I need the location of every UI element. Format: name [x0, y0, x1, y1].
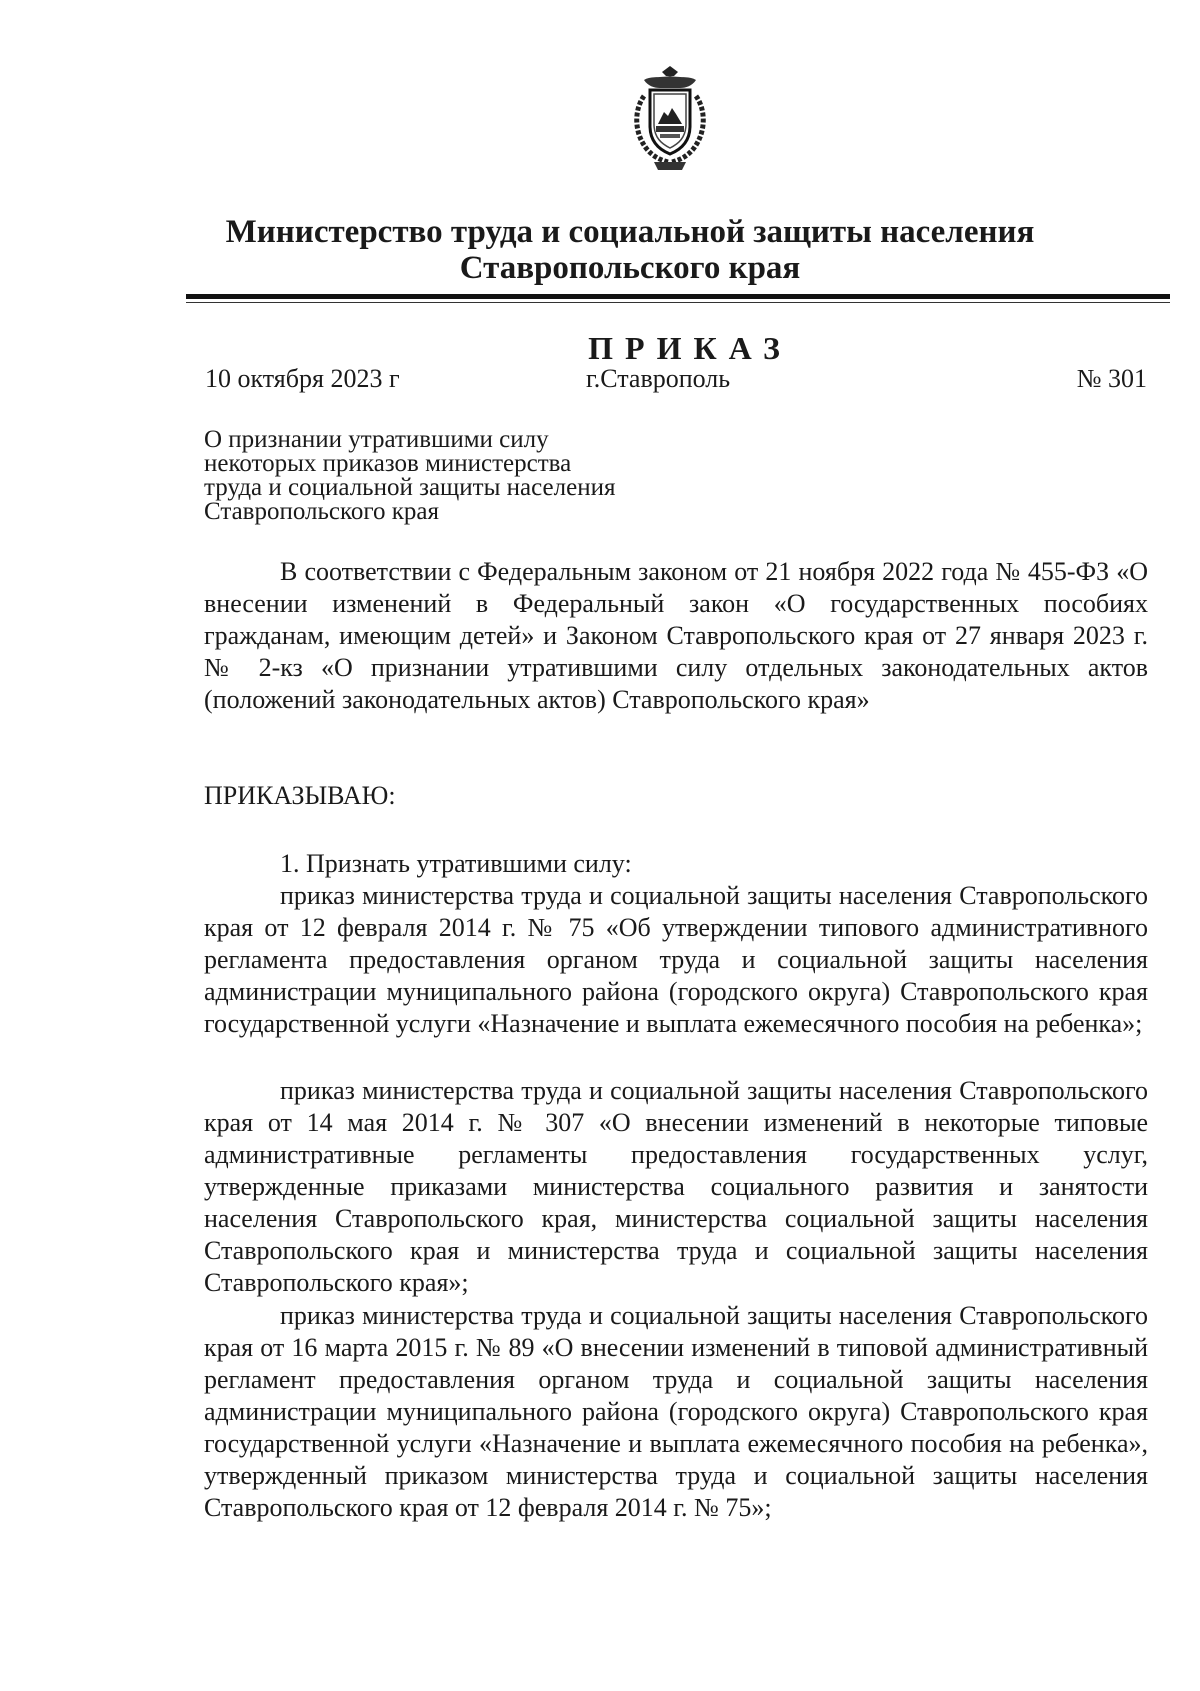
document-title: ПРИКАЗ: [588, 330, 792, 366]
preamble-paragraph: [204, 556, 1148, 716]
preamble-text: В соответствии с Федеральным законом от 21 ноября 2022 года № 455-ФЗ «О внесении изменений в Федеральный закон «О государственных пособиях гражданам, имеющим детей» и Законом Ставропольского края от 27 января 2023 г. № 2-кз «О признании утратившими силу отдельных законодательных актов (положений законодательных актов) Ставропольского края»: [204, 557, 1148, 714]
repealed-order-b: [204, 1075, 1148, 1299]
order-number: № 301: [1076, 364, 1147, 393]
subject-line: некоторых приказов министерства: [204, 450, 572, 477]
repealed-order-a: [204, 880, 1148, 1040]
header-divider-thin: [186, 302, 1170, 303]
organization-name-line1: Министерство труда и социальной защиты населения: [225, 214, 1035, 250]
subject-line: О признании утратившими силу: [204, 426, 549, 453]
command-word: ПРИКАЗЫВАЮ:: [204, 781, 396, 810]
organization-name-line2: Ставропольского края: [459, 250, 801, 286]
item-1-text: 1. Признать утратившими силу:: [280, 849, 632, 878]
order-city: г.Ставрополь: [586, 364, 731, 393]
repealed-order-b-text: приказ министерства труда и социальной защиты населения Ставропольского края от 14 мая 2014 г. № 307 «О внесении изменений в некоторые типовые административные регламенты предоставления государственных услуг, утвержденные приказами министерства социального развития и занятости населения Ставропольского края, министерства социальной защиты населения Ставропольского края и министерства труда и социальной защиты населения Ставропольского края»;: [204, 1076, 1148, 1297]
subject-line: Ставропольского края: [204, 498, 439, 525]
subject-line: труда и социальной защиты населения: [204, 474, 616, 501]
order-subject: [204, 428, 615, 524]
repealed-order-a-text: приказ министерства труда и социальной защиты населения Ставропольского края от 12 февраля 2014 г. № 75 «Об утверждении типового административного регламента предоставления органом труда и социальной защиты населения администрации муниципального района (городского округа) Ставропольского края государственной услуги «Назначение и выплата ежемесячного пособия на ребенка»;: [204, 881, 1148, 1038]
header-divider-thick: [186, 294, 1170, 299]
item-1-heading: [204, 848, 1148, 880]
coat-of-arms-icon: [620, 66, 720, 176]
order-date: 10 октября 2023 г: [205, 364, 400, 393]
repealed-order-c: [204, 1300, 1148, 1524]
repealed-order-c-text: приказ министерства труда и социальной защиты населения Ставропольского края от 16 марта 2015 г. № 89 «О внесении изменений в типовой административный регламент предоставления органом труда и социальной защиты населения администрации муниципального района (городского округа) Ставропольского края государственной услуги «Назначение и выплата ежемесячного пособия на ребенка», утвержденный приказом министерства труда и социальной защиты населения Ставропольского края от 12 февраля 2014 г. № 75»;: [204, 1301, 1148, 1522]
